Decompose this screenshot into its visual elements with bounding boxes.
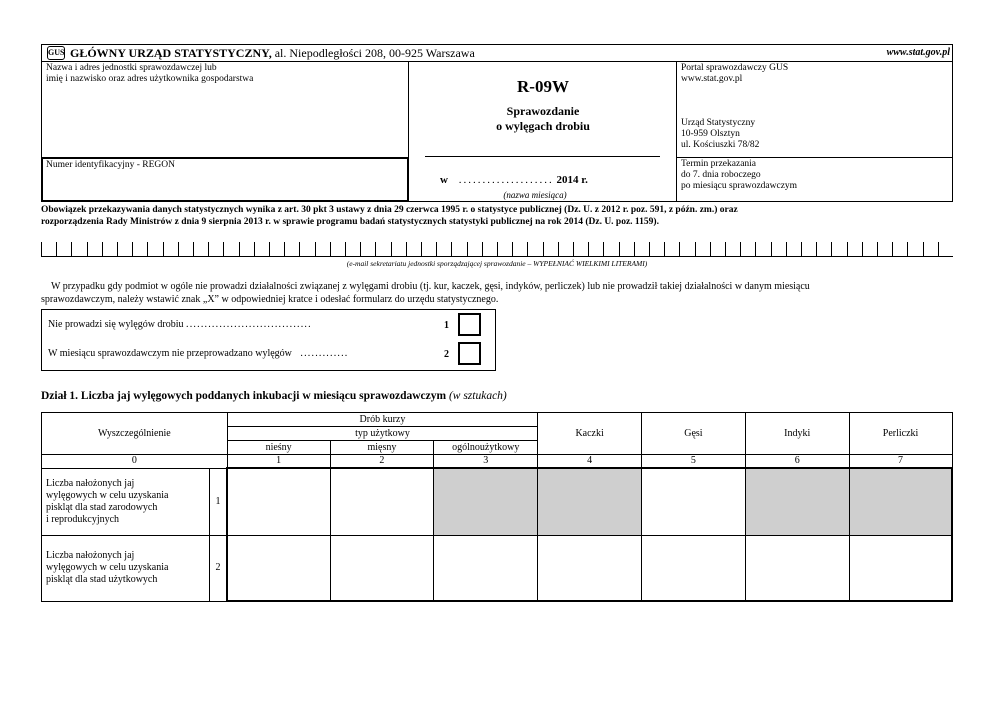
row-label <box>42 468 210 535</box>
form-title-line: Sprawozdanie <box>506 104 580 118</box>
legal-line: Obowiązek przekazywania danych statystycznych wynika z art. 30 pkt 3 ustawy z dnia 29 czerwca 1995 r. o statystyce publicznej (Dz. U. z 2012 r. poz. 591, z późn. zm.) oraz <box>41 205 738 215</box>
header-ducks: Kaczki <box>538 413 642 455</box>
email-letter-divider <box>907 242 908 256</box>
input-cell[interactable] <box>538 535 642 601</box>
col-number: 3 <box>434 455 538 469</box>
office-line: Urząd Statystyczny <box>681 118 756 128</box>
email-letter-divider <box>740 242 741 256</box>
period-suffix: 2014 r. <box>556 174 588 186</box>
col-number: 2 <box>330 455 434 469</box>
email-letter-divider <box>527 242 528 256</box>
regon-label: Numer identyfikacyjny - REGON <box>46 160 176 170</box>
office-line: 10-959 Olsztyn <box>681 129 740 139</box>
section-unit: (w sztukach) <box>446 390 507 402</box>
org-title <box>70 45 475 61</box>
unit-label-line: imię i nazwisko oraz adres użytkownika gospodarstwa <box>46 74 254 84</box>
email-letter-divider <box>603 242 604 256</box>
email-letter-divider <box>56 242 57 256</box>
legal-line: rozporządzenia Rady Ministrów z dnia 9 sierpnia 2013 r. w sprawie programu badań statystycznych statystyki publicznej na rok 2014 (Dz. U. poz. 1159). <box>41 217 659 227</box>
row-number: 2 <box>209 535 227 601</box>
col-number: 6 <box>745 455 849 469</box>
office-address <box>681 118 759 151</box>
deadline-line: do 7. dnia roboczego <box>681 170 761 180</box>
email-letter-divider <box>831 242 832 256</box>
header-utility-type: typ użytkowy <box>227 427 538 441</box>
form-title <box>410 104 676 134</box>
section-title <box>41 389 507 403</box>
email-letter-divider <box>877 242 878 256</box>
col-number: 4 <box>538 455 642 469</box>
row-label-line: Liczba nałożonych jaj <box>46 477 135 489</box>
org-address: al. Niepodległości 208, 00-925 Warszawa <box>271 46 475 60</box>
unit-label-line: Nazwa i adres jednostki sprawozdawczej lub <box>46 63 217 73</box>
email-letter-divider <box>710 242 711 256</box>
gus-logo: GUS <box>47 46 65 60</box>
input-cell[interactable] <box>642 535 746 601</box>
col-number: 7 <box>849 455 952 469</box>
email-letter-divider <box>679 242 680 256</box>
period-divider <box>425 156 660 157</box>
period-caption: (nazwa miesiąca) <box>503 190 567 200</box>
email-letter-divider <box>254 242 255 256</box>
section-heading: Dział 1. Liczba jaj wylęgowych poddanych inkubacji w miesiącu sprawozdawczym <box>41 390 447 402</box>
header-meat: mięsny <box>330 441 434 455</box>
email-letter-divider <box>619 242 620 256</box>
checkbox-dots: ............. <box>300 348 349 359</box>
email-letter-divider <box>725 242 726 256</box>
header-specification: Wyszczególnienie <box>42 413 228 455</box>
email-letter-divider <box>330 242 331 256</box>
email-letter-divider <box>451 242 452 256</box>
legal-basis-note <box>41 204 953 228</box>
input-cell[interactable] <box>642 468 746 535</box>
email-letter-divider <box>892 242 893 256</box>
row-label-line: piskląt dla stad zarodowych <box>46 501 158 513</box>
instruction-text <box>41 280 953 306</box>
header-chicken: Drób kurzy <box>227 413 538 427</box>
email-letter-divider <box>664 242 665 256</box>
email-letter-divider <box>299 242 300 256</box>
row-number: 1 <box>209 468 227 535</box>
email-letter-divider <box>163 242 164 256</box>
deadline-line: Termin przekazania <box>681 159 757 169</box>
email-letter-divider <box>755 242 756 256</box>
email-letter-divider <box>208 242 209 256</box>
col-number: 1 <box>227 455 330 469</box>
email-input[interactable] <box>41 242 953 257</box>
input-cell[interactable] <box>849 535 952 601</box>
email-letter-divider <box>512 242 513 256</box>
shaded-cell <box>538 468 642 535</box>
header-general: ogólnoużytkowy <box>434 441 538 455</box>
unit-name-label <box>46 63 253 85</box>
input-cell[interactable] <box>434 535 538 601</box>
email-letter-divider <box>938 242 939 256</box>
email-letter-divider <box>71 242 72 256</box>
row-label-line: Liczba nałożonych jaj <box>46 550 135 561</box>
header-turkeys: Indyki <box>745 413 849 455</box>
row-label-line: i reprodukcyjnych <box>46 513 120 525</box>
email-letter-divider <box>239 242 240 256</box>
shaded-cell <box>434 468 538 535</box>
input-cell[interactable] <box>745 535 849 601</box>
period-dots: .................... <box>458 174 554 186</box>
period-field[interactable] <box>440 174 670 187</box>
no-breeding-checkbox[interactable] <box>458 313 481 336</box>
row-label <box>42 535 210 601</box>
email-letter-divider <box>436 242 437 256</box>
email-letter-divider <box>573 242 574 256</box>
checkbox-number: 2 <box>444 349 449 360</box>
checkbox-label: W miesiącu sprawozdawczym nie przeprowadzano wylęgów <box>48 348 292 359</box>
email-letter-divider <box>771 242 772 256</box>
email-letter-divider <box>497 242 498 256</box>
email-letter-divider <box>87 242 88 256</box>
table-row <box>42 535 953 601</box>
col-number: 5 <box>642 455 746 469</box>
email-letter-divider <box>543 242 544 256</box>
header-laying: nieśny <box>227 441 330 455</box>
checkbox-dots: .................................. <box>186 319 312 330</box>
email-letter-divider <box>558 242 559 256</box>
email-letter-divider <box>269 242 270 256</box>
email-letter-divider <box>786 242 787 256</box>
email-letter-divider <box>482 242 483 256</box>
input-cell[interactable] <box>227 535 330 601</box>
email-letter-divider <box>360 242 361 256</box>
email-letter-divider <box>467 242 468 256</box>
header-guinea-fowl: Perliczki <box>849 413 952 455</box>
col-number: 0 <box>42 455 228 469</box>
period-prefix: w <box>440 174 448 186</box>
form-title-line: o wylęgach drobiu <box>496 119 590 133</box>
portal-url[interactable]: www.stat.gov.pl <box>681 74 743 84</box>
portal-info <box>681 63 788 85</box>
row-label-line: piskląt dla stad użytkowych <box>46 574 158 585</box>
email-letter-divider <box>847 242 848 256</box>
row-label-line: wylęgowych w celu uzyskania <box>46 489 169 501</box>
email-letter-divider <box>223 242 224 256</box>
table-row <box>42 468 953 535</box>
email-letter-divider <box>132 242 133 256</box>
shaded-cell <box>745 468 849 535</box>
deadline-info <box>681 159 797 192</box>
email-letter-divider <box>345 242 346 256</box>
instruction-line: sprawozdawczym, należy wstawić znak „X” w odpowiedniej kratce i odesłać formularz do urzędu statystycznego. <box>41 294 499 305</box>
email-letter-divider <box>391 242 392 256</box>
no-hatching-checkbox[interactable] <box>458 342 481 365</box>
email-letter-divider <box>634 242 635 256</box>
email-letter-divider <box>284 242 285 256</box>
email-letter-divider <box>41 242 42 256</box>
email-letter-divider <box>421 242 422 256</box>
no-activity-row <box>48 319 468 331</box>
instruction-line: W przypadku gdy podmiot w ogóle nie prowadzi działalności związanej z wylęgami drobiu (tj. kur, kaczek, gęsi, indyków, perliczek) lub nie prowadził takiej działalności w danym miesiącu <box>51 281 810 292</box>
hatching-table <box>41 412 953 602</box>
email-letter-divider <box>102 242 103 256</box>
shaded-cell <box>849 468 952 535</box>
no-hatching-row <box>48 348 468 360</box>
input-cell[interactable] <box>227 468 330 535</box>
email-letter-divider <box>801 242 802 256</box>
office-line: ul. Kościuszki 78/82 <box>681 140 760 150</box>
email-letter-divider <box>923 242 924 256</box>
deadline-divider <box>676 157 953 158</box>
input-cell[interactable] <box>330 468 434 535</box>
email-letter-divider <box>375 242 376 256</box>
email-letter-divider <box>193 242 194 256</box>
email-letter-divider <box>315 242 316 256</box>
checkbox-label: Nie prowadzi się wylęgów drobiu <box>48 319 184 330</box>
portal-name: Portal sprawozdawczy GUS <box>681 63 789 73</box>
email-letter-divider <box>649 242 650 256</box>
email-letter-divider <box>147 242 148 256</box>
email-letter-divider <box>406 242 407 256</box>
email-letter-divider <box>178 242 179 256</box>
deadline-line: po miesiącu sprawozdawczym <box>681 181 798 191</box>
org-name: GŁÓWNY URZĄD STATYSTYCZNY, <box>70 46 272 60</box>
email-caption: (e-mail sekretariatu jednostki sporządzającej sprawozdanie – WYPEŁNIAĆ WIELKIMI LITERAMI) <box>346 259 648 268</box>
email-letter-divider <box>695 242 696 256</box>
email-letter-divider <box>862 242 863 256</box>
header-geese: Gęsi <box>642 413 746 455</box>
form-code: R-09W <box>517 77 569 96</box>
website-link[interactable]: www.stat.gov.pl <box>886 47 950 58</box>
email-letter-divider <box>117 242 118 256</box>
checkbox-number: 1 <box>444 320 449 331</box>
input-cell[interactable] <box>330 535 434 601</box>
email-letter-divider <box>816 242 817 256</box>
row-label-line: wylęgowych w celu uzyskania <box>46 562 169 573</box>
email-letter-divider <box>588 242 589 256</box>
